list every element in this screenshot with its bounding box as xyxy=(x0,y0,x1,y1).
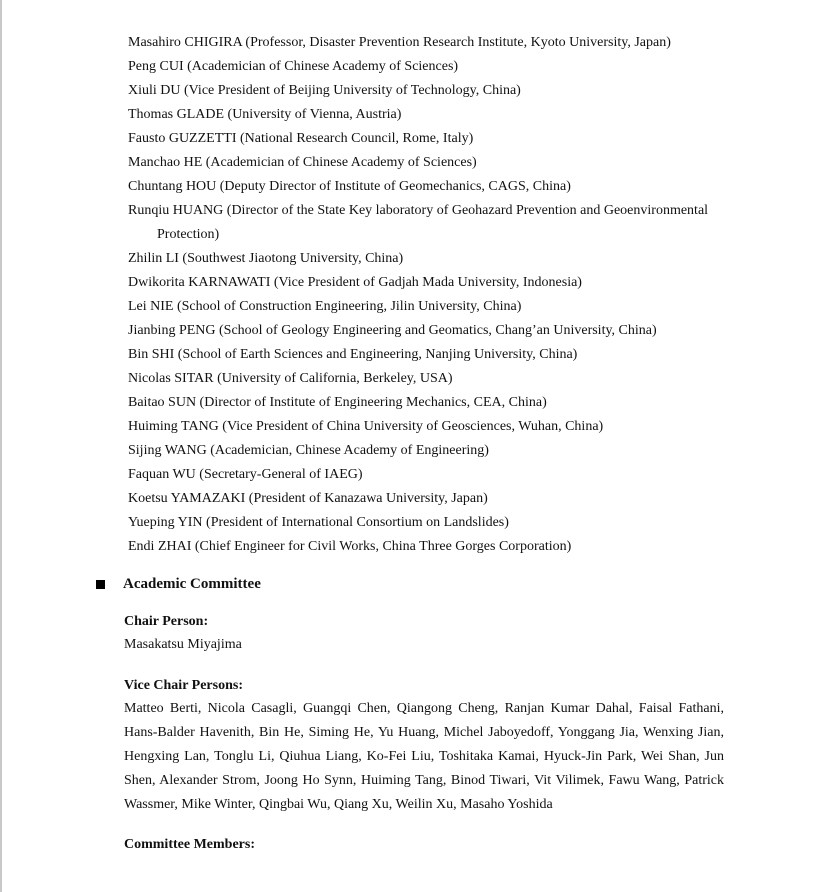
chair-person-label: Chair Person: xyxy=(124,614,209,629)
member-entry: Jianbing PENG (School of Geology Engineering and Geomatics, Chang’an University, China) xyxy=(128,323,657,338)
member-entry: Runqiu HUANG (Director of the State Key laboratory of Geohazard Prevention and Geoenvironmental xyxy=(128,203,709,218)
member-entry: Dwikorita KARNAWATI (Vice President of Gadjah Mada University, Indonesia) xyxy=(128,275,582,290)
committee-member-list xyxy=(128,31,728,559)
member-entry: Faquan WU (Secretary-General of IAEG) xyxy=(128,467,363,482)
member-entry: Sijing WANG (Academician, Chinese Academy of Engineering) xyxy=(128,443,489,458)
member-entry: Fausto GUZZETTI (National Research Council, Rome, Italy) xyxy=(128,131,474,146)
academic-committee-heading xyxy=(96,573,261,595)
member-entry: Yueping YIN (President of International Consortium on Landslides) xyxy=(128,515,509,530)
member-entry: Zhilin LI (Southwest Jiaotong University, China) xyxy=(128,251,404,266)
vice-chair-names: Matteo Berti, Nicola Casagli, Guangqi Chen, Qiangong Cheng, Ranjan Kumar Dahal, Faisal Fathani, Hans-Balder Havenith, Bin He, Siming He, Yu Huang, Michel Jaboyedoff, Yonggang Jia, Wenxing Jian, Hengxing Lan, Tonglu Li, Qiuhua Liang, Ko-Fei Liu, Toshitaka Kamai, Hyuck-Jin Park, Wei Shan, Jun Shen, Alexander Strom, Joong Ho Synn, Huiming Tang, Binod Tiwari, Vit Vilimek, Fawu Wang, Patrick Wassmer, Mike Winter, Qingbai Wu, Qiang Xu, Weilin Xu, Masaho Yoshida xyxy=(124,701,724,812)
member-entry: Bin SHI (School of Earth Sciences and Engineering, Nanjing University, China) xyxy=(128,347,578,362)
member-entry-continuation: Protection) xyxy=(157,227,220,242)
section-title: Academic Committee xyxy=(123,576,261,592)
member-entry: Peng CUI (Academician of Chinese Academy of Sciences) xyxy=(128,59,459,74)
vice-chair-block xyxy=(124,675,724,817)
member-entry: Baitao SUN (Director of Institute of Engineering Mechanics, CEA, China) xyxy=(128,395,547,410)
vice-chair-label: Vice Chair Persons: xyxy=(124,678,243,693)
member-entry: Thomas GLADE (University of Vienna, Austria) xyxy=(128,107,402,122)
member-entry: Masahiro CHIGIRA (Professor, Disaster Prevention Research Institute, Kyoto University, Japan) xyxy=(128,35,671,50)
chair-person-block xyxy=(124,611,724,657)
member-entry: Manchao HE (Academician of Chinese Academy of Sciences) xyxy=(128,155,477,170)
member-entry: Endi ZHAI (Chief Engineer for Civil Works, China Three Gorges Corporation) xyxy=(128,539,572,554)
committee-members-block xyxy=(124,834,724,856)
member-entry: Lei NIE (School of Construction Engineering, Jilin University, China) xyxy=(128,299,522,314)
member-entry: Huiming TANG (Vice President of China University of Geosciences, Wuhan, China) xyxy=(128,419,604,434)
page-left-border xyxy=(0,0,2,892)
member-entry: Chuntang HOU (Deputy Director of Institute of Geomechanics, CAGS, China) xyxy=(128,179,571,194)
member-entry: Nicolas SITAR (University of California, Berkeley, USA) xyxy=(128,371,453,386)
committee-members-label: Committee Members: xyxy=(124,837,255,852)
member-entry: Xiuli DU (Vice President of Beijing University of Technology, China) xyxy=(128,83,521,98)
chair-person-name: Masakatsu Miyajima xyxy=(124,637,242,652)
member-entry: Koetsu YAMAZAKI (President of Kanazawa University, Japan) xyxy=(128,491,488,506)
square-bullet-icon xyxy=(96,580,105,589)
